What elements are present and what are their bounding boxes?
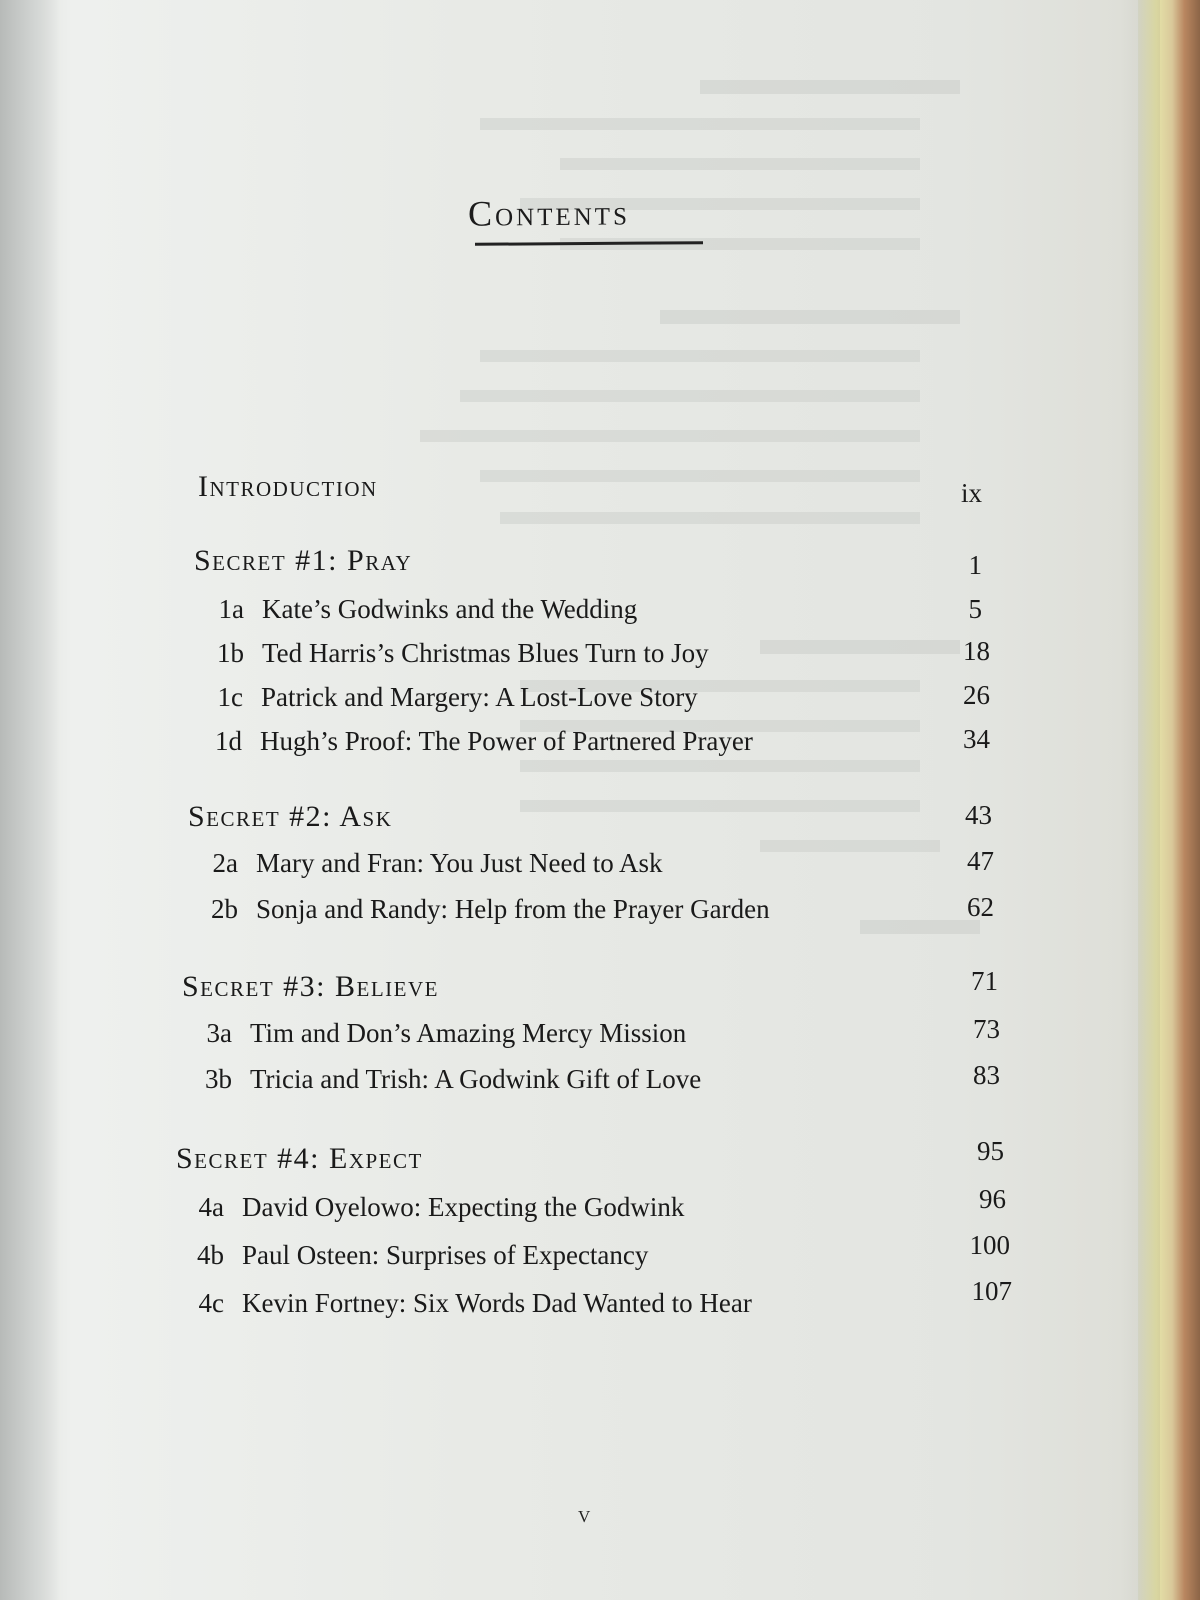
toc-entry[interactable]	[170, 1192, 684, 1223]
toc-section-3[interactable]	[182, 970, 439, 1004]
entry-title: Patrick and Margery: A Lost-Love Story	[261, 682, 698, 712]
introduction-label: Introduction	[198, 470, 378, 503]
introduction-page: ix	[960, 478, 982, 508]
entry-number: 1d	[215, 726, 242, 756]
entry-number: 1a	[218, 594, 244, 624]
entry-title: Ted Harris’s Christmas Blues Turn to Joy	[262, 638, 709, 668]
section-label: Secret #4: Expect	[176, 1142, 423, 1175]
entry-number: 4b	[197, 1240, 224, 1270]
entry-number: 4c	[198, 1288, 224, 1318]
section-page: 71	[971, 966, 998, 996]
page-title: Contents	[467, 192, 631, 234]
toc-entry[interactable]	[184, 848, 663, 879]
entry-number: 1b	[217, 638, 244, 668]
section-page: 95	[977, 1136, 1004, 1166]
entry-number: 1c	[217, 682, 243, 712]
entry-title: Kevin Fortney: Six Words Dad Wanted to Hear	[242, 1288, 752, 1318]
toc-entry[interactable]	[188, 726, 753, 757]
toc-entry[interactable]	[170, 1240, 648, 1271]
entry-page: 107	[971, 1276, 1012, 1306]
entry-title: Mary and Fran: You Just Need to Ask	[256, 848, 663, 878]
entry-page: 100	[969, 1230, 1010, 1260]
toc-entry[interactable]	[178, 1064, 701, 1095]
toc-entry[interactable]	[190, 594, 637, 625]
entry-title: Sonja and Randy: Help from the Prayer Garden	[256, 894, 770, 924]
toc-introduction[interactable]	[198, 470, 378, 504]
entry-number: 3b	[205, 1064, 232, 1094]
entry-title: Paul Osteen: Surprises of Expectancy	[242, 1240, 649, 1270]
section-page: 43	[965, 800, 992, 830]
entry-page: 18	[963, 636, 990, 666]
toc-entry[interactable]	[178, 1018, 686, 1049]
entry-number: 2b	[211, 894, 238, 924]
entry-title: Hugh’s Proof: The Power of Partnered Prayer	[260, 726, 753, 756]
toc-entry[interactable]	[190, 638, 709, 669]
entry-page: 96	[979, 1184, 1006, 1214]
entry-page: 73	[973, 1014, 1000, 1044]
toc-section-2[interactable]	[188, 800, 392, 834]
entry-page: 62	[967, 892, 994, 922]
toc-section-1[interactable]	[194, 544, 412, 578]
entry-title: David Oyelowo: Expecting the Godwink	[242, 1192, 685, 1222]
section-label: Secret #1: Pray	[194, 544, 413, 577]
section-page: 1	[968, 550, 982, 580]
entry-page: 83	[973, 1060, 1000, 1090]
toc-entry[interactable]	[170, 1288, 752, 1319]
page-number: v	[578, 1502, 591, 1528]
entry-title: Tricia and Trish: A Godwink Gift of Love	[250, 1064, 702, 1094]
entry-page: 47	[967, 846, 994, 876]
entry-number: 4a	[198, 1192, 224, 1222]
section-label: Secret #2: Ask	[188, 800, 393, 833]
toc-section-4[interactable]	[176, 1142, 423, 1176]
entry-title: Tim and Don’s Amazing Mercy Mission	[250, 1018, 687, 1048]
entry-page: 34	[963, 724, 990, 754]
entry-page: 5	[968, 594, 982, 624]
entry-title: Kate’s Godwinks and the Wedding	[262, 594, 638, 624]
toc-entry[interactable]	[184, 894, 770, 925]
entry-number: 2a	[212, 848, 238, 878]
entry-number: 3a	[206, 1018, 232, 1048]
toc-entry[interactable]	[189, 682, 698, 713]
section-label: Secret #3: Believe	[182, 970, 439, 1003]
entry-page: 26	[963, 680, 990, 710]
